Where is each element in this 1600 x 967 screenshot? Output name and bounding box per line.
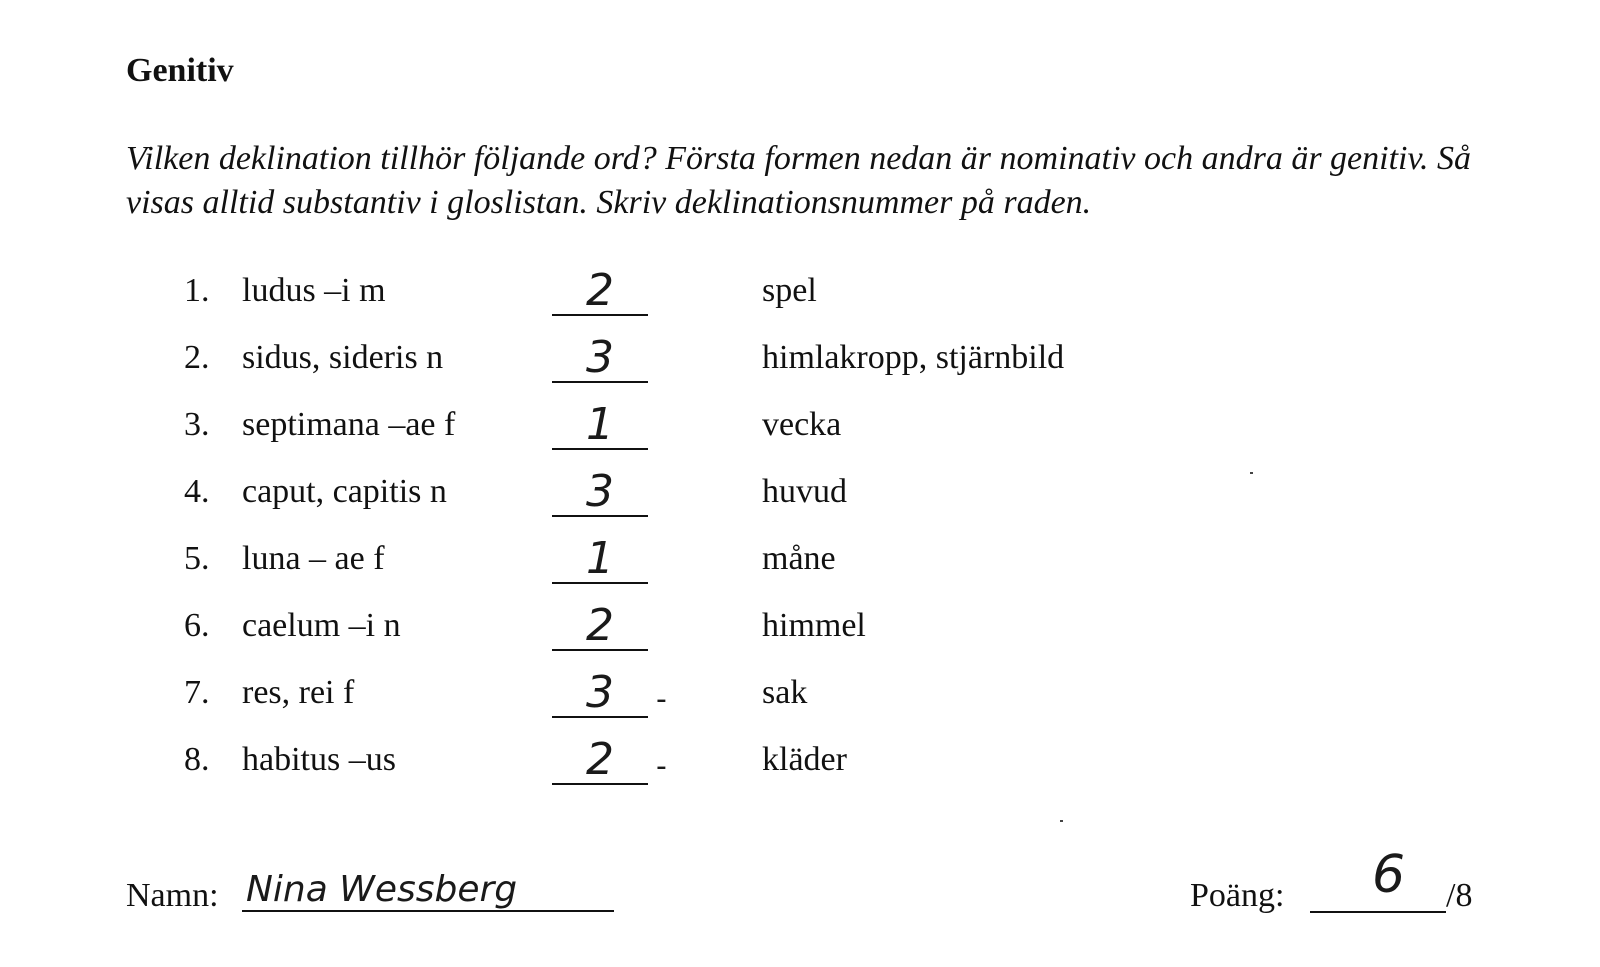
answer-blank[interactable] <box>552 265 648 316</box>
exercise-row <box>0 600 1600 670</box>
handwritten-answer: 2 <box>586 600 614 651</box>
item-number: 8. <box>184 741 210 778</box>
swedish-translation: kläder <box>762 741 847 778</box>
latin-word: sidus, sideris n <box>242 339 444 376</box>
exercise-row <box>0 466 1600 536</box>
exercise-row <box>0 533 1600 603</box>
latin-word: caput, capitis n <box>242 473 447 510</box>
grading-mark: - <box>656 682 667 717</box>
exercise-list <box>0 265 1600 804</box>
item-number: 3. <box>184 406 210 443</box>
item-number: 4. <box>184 473 210 510</box>
swedish-translation: huvud <box>762 473 847 510</box>
swedish-translation: spel <box>762 272 817 309</box>
exercise-row <box>0 667 1600 737</box>
item-number: 1. <box>184 272 210 309</box>
exercise-row <box>0 399 1600 469</box>
instructions-text: Vilken deklination tillhör följande ord? Första formen nedan är nominativ och andra är genitiv. Så visas alltid substantiv i gloslistan. Skriv deklinationsnummer på raden. <box>126 140 1472 221</box>
swedish-translation: vecka <box>762 406 842 443</box>
handwritten-answer: 3 <box>586 332 614 383</box>
page-title: Genitiv <box>126 52 234 89</box>
latin-word: habitus –us <box>242 741 396 778</box>
answer-blank[interactable] <box>552 667 648 718</box>
handwritten-score: 6 <box>1372 845 1406 905</box>
handwritten-answer: 2 <box>586 265 614 316</box>
handwritten-answer: 3 <box>586 667 614 718</box>
answer-blank[interactable] <box>552 734 648 785</box>
item-number: 5. <box>184 540 210 577</box>
exercise-row <box>0 734 1600 804</box>
answer-blank[interactable] <box>552 533 648 584</box>
swedish-translation: måne <box>762 540 836 577</box>
latin-word: caelum –i n <box>242 607 401 644</box>
swedish-translation: himmel <box>762 607 866 644</box>
exercise-row <box>0 265 1600 335</box>
handwritten-answer: 3 <box>586 466 614 517</box>
handwritten-answer: 1 <box>586 533 614 584</box>
exercise-row <box>0 332 1600 402</box>
score-field[interactable] <box>1310 845 1446 913</box>
latin-word: res, rei f <box>242 674 355 711</box>
answer-blank[interactable] <box>552 399 648 450</box>
latin-word: septimana –ae f <box>242 406 456 443</box>
latin-word: luna – ae f <box>242 540 385 577</box>
swedish-translation: himlakropp, stjärnbild <box>762 339 1065 376</box>
answer-blank[interactable] <box>552 600 648 651</box>
item-number: 7. <box>184 674 210 711</box>
item-number: 6. <box>184 607 210 644</box>
swedish-translation: sak <box>762 674 808 711</box>
scan-speck <box>1250 472 1253 474</box>
item-number: 2. <box>184 339 210 376</box>
score-total: /8 <box>1446 877 1473 914</box>
answer-blank[interactable] <box>552 332 648 383</box>
name-label: Namn: <box>126 877 219 914</box>
handwritten-answer: 2 <box>586 734 614 785</box>
score-label: Poäng: <box>1190 877 1285 914</box>
handwritten-name: Nina Wessberg <box>246 869 518 910</box>
handwritten-answer: 1 <box>586 399 614 450</box>
answer-blank[interactable] <box>552 466 648 517</box>
latin-word: ludus –i m <box>242 272 386 309</box>
name-field[interactable] <box>242 868 614 912</box>
grading-mark: - <box>656 749 667 784</box>
scan-speck <box>1060 820 1063 822</box>
